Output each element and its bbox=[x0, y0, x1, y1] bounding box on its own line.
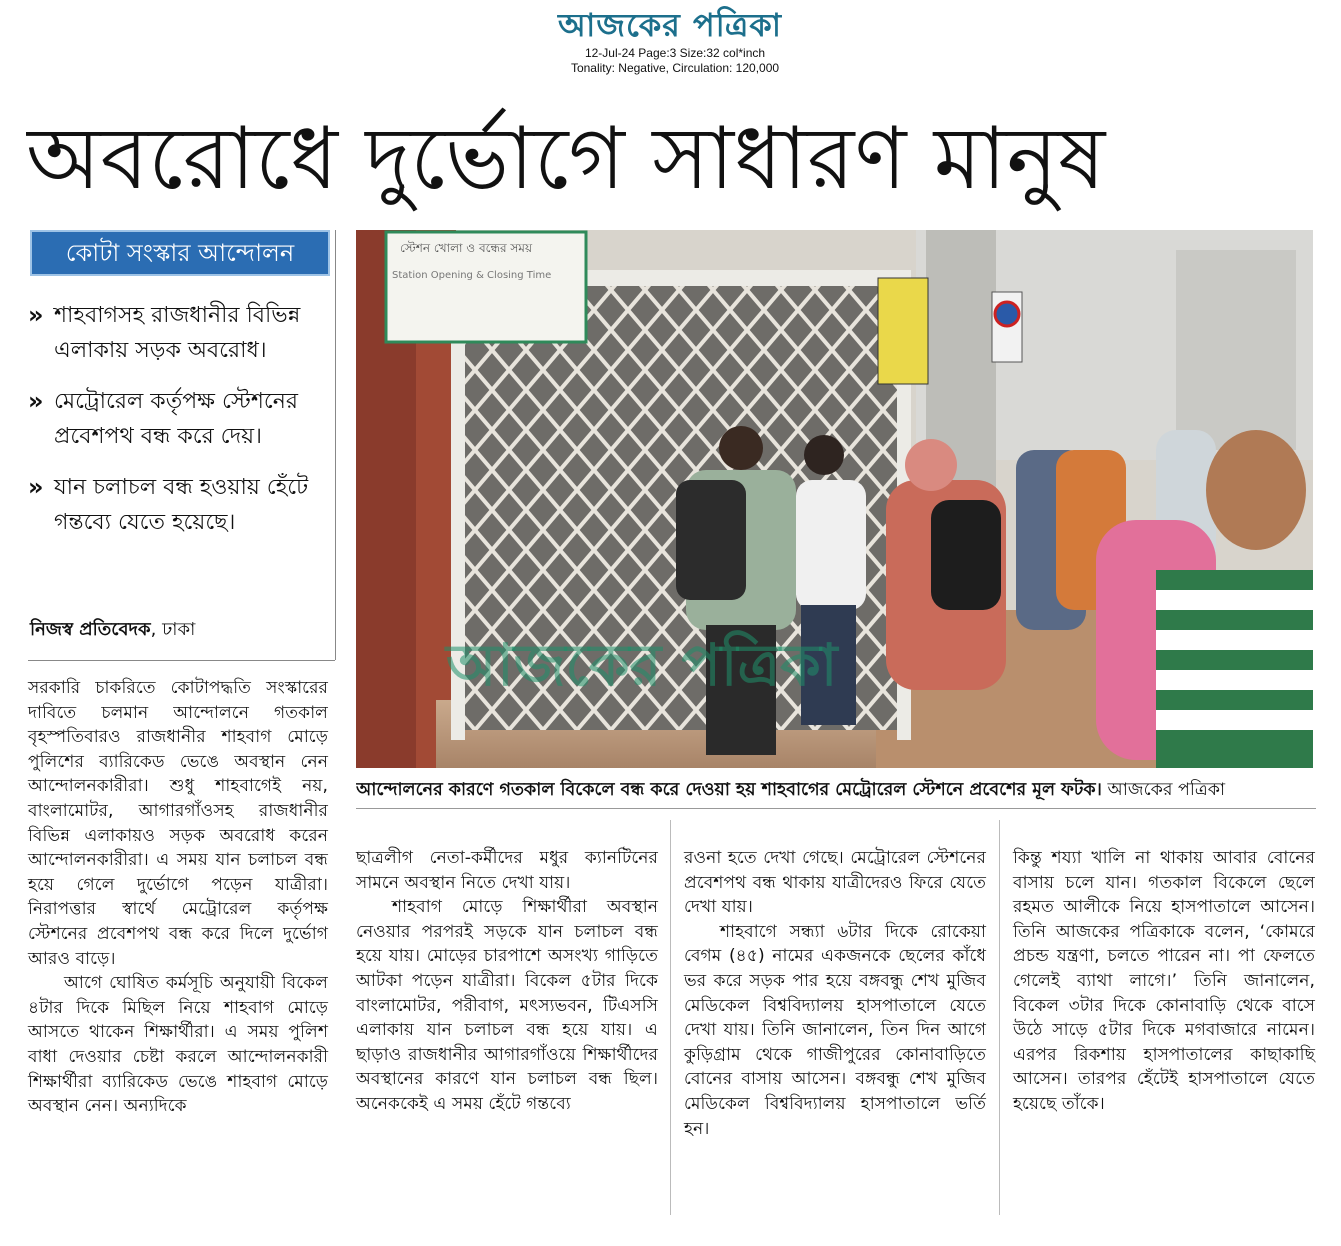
meta-line-tonality: Tonality: Negative, Circulation: 120,000 bbox=[570, 61, 780, 75]
column-separator bbox=[999, 820, 1000, 1215]
station-sign-english: Station Opening & Closing Time bbox=[392, 270, 552, 281]
paragraph: শাহবাগ মোড়ে শিক্ষার্থীরা অবস্থান নেওয়ার পরপরই সড়কে যান চলাচল বন্ধ হয়ে যায়। মোড়ের চারপাশে অসংখ্য গাড়িতে আটকা পড়েন যাত্রীরা। বিকেল ৫টার দিকে বাংলামোটর, পরীবাগ, মৎস্যভবন, টিএসসি এলাকায় যান চলাচল বন্ধ হয়ে যায়। এ ছাড়াও রাজধানীর আগারগাঁওয়ে শিক্ষার্থীদের অবস্থানের কারণে যান চলাচল বন্ধ ছিল। অনেককেই এ সময় হেঁটে গন্তব্যে bbox=[356, 897, 658, 1114]
paragraph: সরকারি চাকরিতে কোটাপদ্ধতি সংস্কারের দাবিতে চলমান আন্দোলনে গতকাল বৃহস্পতিবারও রাজধানীর শাহবাগ মোড়ে পুলিশের ব্যারিকেড ভেঙে অবস্থান নেন আন্দোলনকারীরা। শুধু শাহবাগেই নয়, বাংলামোটর, আগারগাঁওসহ রাজধানীর বিভিন্ন এলাকায়ও সড়ক অবরোধ করেন আন্দোলনকারীরা। এ সময় যান চলাচল বন্ধ হয়ে গেলে দুর্ভোগে পড়েন যাত্রীরা। নিরাপত্তার স্বার্থে মেট্রোরেল কর্তৃপক্ষ স্টেশনের প্রবেশপথ বন্ধ করে দিলে দুর্ভোগ আরও বাড়ে। bbox=[28, 678, 328, 969]
metro-gate-photo bbox=[356, 230, 1313, 768]
photo-caption bbox=[356, 776, 1316, 804]
byline-divider bbox=[28, 660, 335, 661]
chevron-right-icon: » bbox=[28, 301, 44, 329]
highlight-item bbox=[28, 298, 333, 368]
highlight-item bbox=[28, 470, 333, 540]
meta-line-date: 12-Jul-24 Page:3 Size:32 col*inch bbox=[584, 46, 766, 60]
paragraph: কিন্তু শয্যা খালি না থাকায় আবার বোনের বাসায় চলে যান। গতকাল বিকেলে ছেলে রহমত আলীকে নিয়ে হাসপাতালে আসেন। তিনি আজকের পত্রিকাকে বলেন, ‘কোমরে প্রচন্ড যন্ত্রণা, চলতে পারেন না। পা ফেলতে গেলেই ব্যাথা লাগে।’ তিনি জানালেন, বিকেল ৩টার দিকে কোনাবাড়ি থেকে বাসে উঠে সাড়ে ৫টার দিকে মগবাজারে নামেন। এরপর রিকশায় হাসপাতালের কাছাকাছি আসেন। তারপর হেঁটেই হাসপাতালে যেতে হয়েছে তাঁকে। bbox=[1013, 848, 1315, 1114]
reporter-place: , ঢাকা bbox=[150, 619, 196, 640]
paragraph: রওনা হতে দেখা গেছে। মেট্রোরেল স্টেশনের প্রবেশপথ বন্ধ থাকায় যাত্রীদেরও ফিরে যেতে দেখা যায়। bbox=[684, 848, 986, 918]
caption-rule bbox=[356, 808, 1316, 809]
article-column-1 bbox=[28, 676, 328, 1119]
newspaper-logo: আজকের পত্রিকা bbox=[558, 6, 782, 44]
photo-watermark: আজকের পত্রিকা bbox=[446, 631, 838, 699]
station-sign-bengali: স্টেশন খোলা ও বন্ধের সময় bbox=[400, 241, 533, 255]
highlight-text: মেট্রোরেল কর্তৃপক্ষ স্টেশনের প্রবেশপথ বন্ধ করে দেয়। bbox=[54, 389, 298, 449]
chevron-right-icon: » bbox=[28, 387, 44, 415]
clipping-meta bbox=[520, 46, 830, 76]
paragraph: আগে ঘোষিত কর্মসূচি অনুযায়ী বিকেল ৪টার দিকে মিছিল নিয়ে শাহবাগ মোড়ে আসতে থাকেন শিক্ষার্থীরা। এ সময় পুলিশ বাধা দেওয়ার চেষ্টা করলে আন্দোলনকারী শিক্ষার্থীরা ব্যারিকেড ভেঙে শাহবাগ মোড়ে অবস্থান নেন। অন্যদিকে bbox=[28, 973, 328, 1117]
highlight-text: শাহবাগসহ রাজধানীর বিভিন্ন এলাকায় সড়ক অবরোধ। bbox=[54, 303, 301, 363]
caption-text: আন্দোলনের কারণে গতকাল বিকেলে বন্ধ করে দেওয়া হয় শাহবাগের মেট্রোরেল স্টেশনে প্রবেশের মূল ফটক। bbox=[356, 780, 1102, 800]
article-headline: অবরোধে দুর্ভোগে সাধারণ মানুষ bbox=[26, 109, 1106, 209]
news-photo bbox=[356, 230, 1313, 768]
article-column-4 bbox=[1013, 846, 1315, 1117]
highlight-item bbox=[28, 384, 333, 454]
highlights-list bbox=[28, 298, 333, 556]
reporter-byline bbox=[30, 618, 195, 642]
paragraph: ছাত্রলীগ নেতা-কর্মীদের মধুর ক্যানটিনের সামনে অবস্থান নিতে দেখা যায়। bbox=[356, 848, 658, 893]
sidebar-divider bbox=[335, 230, 336, 660]
topic-tag: কোটা সংস্কার আন্দোলন bbox=[30, 230, 330, 276]
caption-credit: আজকের পত্রিকা bbox=[1101, 780, 1226, 800]
article-column-3 bbox=[684, 846, 986, 1141]
article-column-2 bbox=[356, 846, 658, 1117]
highlight-text: যান চলাচল বন্ধ হওয়ায় হেঁটে গন্তব্যে যেতে হয়েছে। bbox=[54, 475, 309, 535]
reporter-name: নিজস্ব প্রতিবেদক bbox=[30, 619, 151, 640]
column-separator bbox=[670, 820, 671, 1215]
paragraph: শাহবাগে সন্ধ্যা ৬টার দিকে রোকেয়া বেগম (৪৫) নামের একজনকে ছেলের কাঁধে ভর করে সড়ক পার হয়ে বঙ্গবন্ধু শেখ মুজিব মেডিকেল বিশ্ববিদ্যালয় হাসপাতালে যেতে দেখা যায়। তিনি জানালেন, তিন দিন আগে কুড়িগ্রাম থেকে গাজীপুরের কোনাবাড়িতে বোনের বাসায় আসেন। বঙ্গবন্ধু শেখ মুজিব মেডিকেল বিশ্ববিদ্যালয় হাসপাতালে ভর্তি হন। bbox=[684, 921, 986, 1139]
chevron-right-icon: » bbox=[28, 473, 44, 501]
